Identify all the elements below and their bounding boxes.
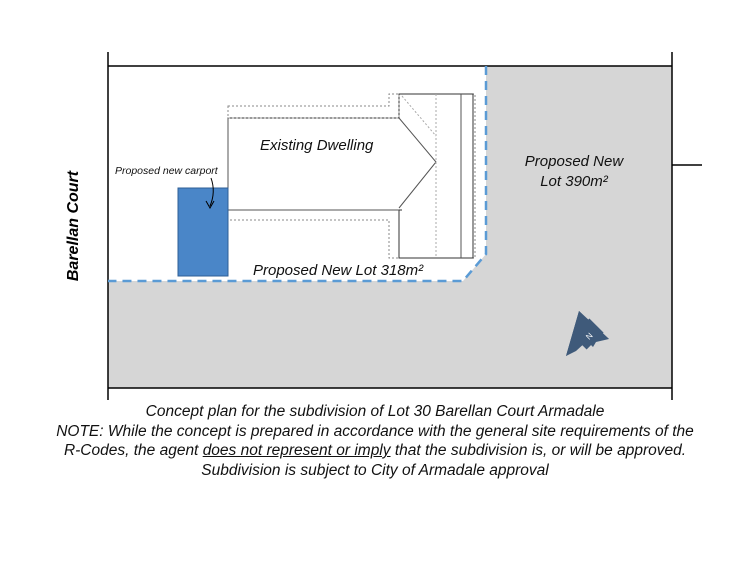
lot-318-label: Proposed New Lot 318m² [253,262,424,279]
caption-line-3 [0,441,750,461]
carport-label: Proposed new carport [115,165,218,177]
caption-line-1: Concept plan for the subdivision of Lot 30 Barellan Court Armadale [145,403,605,420]
caption-line-2: NOTE: While the concept is prepared in accordance with the general site requirements of the [56,422,694,440]
street-name-label: Barellan Court [65,170,82,282]
lot-390-label-line2: Lot 390m² [540,173,608,190]
existing-dwelling-label: Existing Dwelling [260,137,374,154]
north-label: N [584,331,595,342]
caption-line-4: Subdivision is subject to City of Armadale approval [201,461,549,479]
caption-line-3-start: R-Codes, the agent [63,442,203,459]
caption-line-3-end: that the subdivision is, or will be approved. [390,442,687,459]
lot-390-label-line1: Proposed New [524,153,624,170]
plan-caption [0,402,750,480]
caption-underlined-phrase: does not represent or imply [202,442,391,459]
proposed-carport [178,188,228,276]
